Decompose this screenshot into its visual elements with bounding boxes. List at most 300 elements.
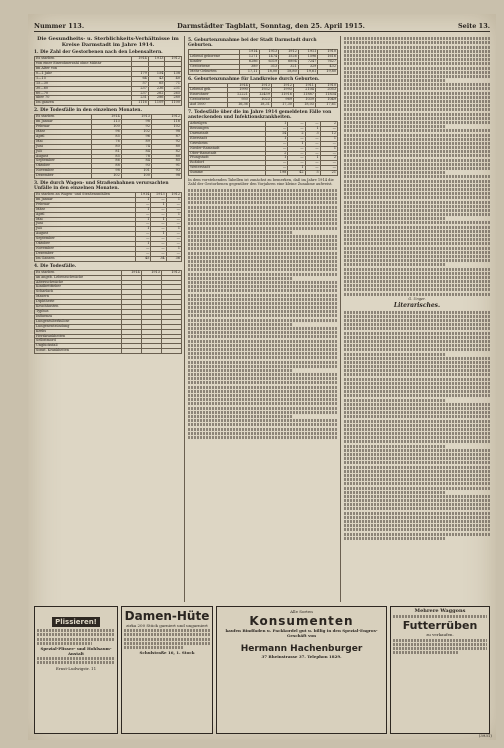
text-line	[188, 252, 338, 255]
table-cell: 1023	[249, 98, 271, 103]
text-line	[344, 478, 490, 481]
table-cell: über 70	[35, 96, 132, 101]
text-line	[188, 298, 338, 301]
text-line	[188, 189, 338, 192]
table-cell: Juni	[35, 144, 92, 149]
table-row	[35, 256, 182, 261]
text-line	[188, 340, 338, 343]
section-heading: 5. Geburtenzunahme bei der Stadt Darmstadt durch Geburten.	[188, 38, 317, 48]
text-line	[344, 83, 490, 86]
table-cell: 389	[239, 64, 259, 69]
table-cell: Mehr Geburten	[189, 69, 240, 74]
table-header-cell: 1912	[161, 270, 181, 275]
text-line	[344, 436, 490, 439]
table-cell: —	[151, 212, 166, 217]
text-line	[188, 323, 293, 326]
table-cell: 1	[166, 227, 181, 232]
text-line	[188, 319, 338, 322]
body-text	[188, 189, 338, 439]
table-cell: Griesheim	[189, 141, 266, 146]
text-line	[344, 487, 490, 490]
text-line	[188, 310, 338, 313]
table-cell: 231	[165, 86, 182, 91]
table-cell: Herzkrankheiten	[35, 334, 122, 339]
ad-subtitle: Spezial-Plissee- und Hohlsaum-Anstalt	[40, 645, 112, 656]
issue-number: Nummer 113.	[34, 21, 85, 30]
body-text	[344, 37, 490, 295]
table-cell: November	[35, 169, 92, 174]
table-cell: Diphtherie	[35, 300, 122, 305]
table-cell: November	[35, 247, 136, 252]
table-cell	[121, 349, 141, 354]
text-line	[344, 167, 490, 170]
table-cell: —	[288, 136, 305, 141]
ad-title: Plissieren!	[52, 617, 100, 627]
text-line	[188, 407, 338, 410]
text-line	[188, 314, 338, 317]
text-line	[188, 222, 338, 225]
table-cell: März	[35, 129, 92, 134]
text-line	[344, 54, 490, 57]
table-cell: 1	[288, 166, 305, 171]
table-cell: Im ganzen	[35, 101, 132, 106]
table-cell: 98	[151, 174, 181, 179]
text-line	[344, 100, 490, 103]
text-line	[188, 306, 338, 309]
table-cell: 65	[148, 81, 165, 86]
table-cell: Masern	[35, 295, 122, 300]
text-line	[188, 302, 338, 305]
table-cell: Juni	[35, 222, 136, 227]
text-line	[188, 398, 338, 401]
table-cell: 17,11	[239, 69, 259, 74]
text-line	[188, 381, 338, 384]
table-cell: —	[288, 122, 305, 127]
text-line	[344, 512, 490, 515]
text-line	[188, 235, 338, 238]
table-cell: 2	[288, 131, 305, 136]
table-cell: Juli	[35, 149, 92, 154]
table-cell: 96	[121, 134, 151, 139]
table-cell: 84	[121, 159, 151, 164]
table-cell: Lungenentzündung	[35, 324, 122, 329]
text-line	[344, 520, 490, 523]
table-header-cell: Es starben	[35, 270, 122, 275]
table-cell: 138	[165, 71, 182, 76]
text-line	[188, 218, 338, 221]
text-line	[188, 243, 338, 246]
text-line	[344, 154, 490, 157]
text-line	[188, 327, 338, 330]
table-cell: September	[35, 159, 92, 164]
text-line	[344, 323, 490, 326]
text-line	[344, 201, 490, 204]
table-cell	[141, 349, 161, 354]
text-line	[188, 386, 338, 389]
table-deaths-by-month	[34, 114, 182, 179]
table-cell: 231	[132, 96, 149, 101]
table-cell: —	[320, 166, 337, 171]
body-paragraph: In dem vorstehenden Tabellen ist zunächst zu bemerken, daß im Jahre 1914 die Zahl der Gestorbenen gegenüber den Vorjahren eine kleine Zunahme aufweist.	[188, 178, 334, 187]
section-heading: 3. Die durch Wagen- und Straßenbahnen verursachten Unfälle in den einzelnen Monaten.	[34, 181, 169, 192]
table-cell: 1	[136, 242, 151, 247]
table-cell: 80	[91, 144, 121, 149]
table-cell: Unglücksfall	[35, 344, 122, 349]
text-line	[344, 466, 490, 469]
text-line	[344, 37, 490, 40]
text-line	[188, 423, 338, 426]
table-cell: 81	[91, 149, 121, 154]
table-cell: Sonst. Krankheiten	[35, 349, 122, 354]
text-line	[344, 411, 490, 414]
text-line	[344, 79, 446, 82]
text-line	[188, 273, 338, 276]
text-line	[344, 263, 446, 266]
body-text	[344, 311, 490, 540]
text-line	[188, 348, 338, 351]
text-line	[344, 533, 490, 536]
ad-address: Ernst-Ludwigstr. 11	[55, 665, 97, 671]
text-line	[344, 213, 490, 216]
table-cell: —	[151, 197, 166, 202]
text-line	[344, 499, 490, 502]
text-line	[344, 46, 490, 49]
table-header-cell: 1911	[298, 50, 318, 55]
text-line	[344, 373, 490, 376]
table-cell: 102	[121, 129, 151, 134]
table-cell: —	[136, 202, 151, 207]
text-line	[344, 293, 490, 296]
table-cell: 154	[148, 71, 165, 76]
table-row	[35, 101, 182, 106]
table-cell: 1271	[239, 54, 259, 59]
table-cell: Nieder-Ramstadt	[189, 146, 266, 151]
table-header-cell: 1914	[91, 115, 121, 120]
text-line	[188, 281, 338, 284]
table-cell: 262	[148, 91, 165, 96]
text-line	[344, 403, 490, 406]
table-cell: an angeb. Lebensschwäche	[35, 275, 122, 280]
table-cell: 1	[136, 207, 151, 212]
text-line	[344, 394, 490, 397]
text-line	[344, 399, 446, 402]
table-cell: Ober-Ramstadt	[189, 151, 266, 156]
table-cell: —	[151, 222, 166, 227]
text-line	[344, 348, 490, 351]
table-cell: 2	[265, 151, 287, 156]
table-cell: —	[136, 251, 151, 256]
table-cell: 17,61	[315, 103, 337, 108]
table-cell: 11916	[271, 93, 293, 98]
text-line	[188, 285, 338, 288]
text-line	[188, 419, 338, 422]
table-cell: Eberstadt	[189, 136, 266, 141]
table-cell: 1596	[298, 54, 318, 59]
table-cell: Oktober	[35, 242, 136, 247]
table-cell: —	[288, 126, 305, 131]
table-cell: —	[265, 166, 287, 171]
table-cell: 16,36	[227, 103, 249, 108]
table-cell: 329	[298, 64, 318, 69]
text-line	[344, 315, 490, 318]
text-line	[188, 390, 338, 393]
table-cell: Scharlach	[35, 290, 122, 295]
table-cell: 1	[265, 122, 287, 127]
table-cell: 98	[151, 129, 181, 134]
table-cell: —	[151, 227, 166, 232]
table-cell: 87	[151, 134, 181, 139]
table-cell: Keuchhusten	[35, 305, 122, 310]
text-line	[344, 276, 490, 279]
table-cell: Oktober	[35, 164, 92, 169]
table-cell: 18,03	[293, 103, 315, 108]
table-header-cell: 1911	[293, 83, 315, 88]
table-cell: 76	[91, 139, 121, 144]
text-line	[344, 104, 490, 107]
article-title: Die Gesundheits- u. Sterblichkeits-Verhältnisse im Kreise Darmstadt im Jahre 1914.	[37, 36, 179, 48]
table-header-cell: 1914	[121, 270, 141, 275]
table-cell: 237	[132, 91, 149, 96]
table-cell: 2	[320, 156, 337, 161]
table-cell: 1	[305, 126, 320, 131]
section-heading: 4. Die Todesfälle.	[34, 263, 77, 269]
table-header-cell: 1914	[132, 57, 149, 62]
text-line	[344, 311, 490, 314]
table-cell: Einwohner	[189, 93, 228, 98]
table-cell: 236	[148, 86, 165, 91]
table-cell: 2	[320, 122, 337, 127]
table-cell: 42	[288, 171, 305, 176]
table-cell: Krebs	[35, 329, 122, 334]
table-cell: 102	[91, 174, 121, 179]
table-row	[35, 349, 182, 354]
table-cell: —	[288, 146, 305, 151]
table-cell: 14	[265, 131, 287, 136]
text-line	[188, 264, 338, 267]
table-cell: 0—1 Jahr	[35, 71, 132, 76]
text-line	[344, 457, 490, 460]
text-line	[344, 205, 490, 208]
text-line	[188, 268, 338, 271]
table-cell: —	[320, 161, 337, 166]
table-cell: —	[305, 141, 320, 146]
text-line	[344, 461, 490, 464]
text-line	[188, 260, 338, 263]
table-cell: April	[35, 212, 136, 217]
table-header-cell: 1912	[165, 57, 182, 62]
ad-subtitle: zu verkaufen.	[426, 632, 454, 638]
table-cell: März	[35, 207, 136, 212]
text-line	[344, 369, 490, 372]
table-cell: 1	[151, 232, 166, 237]
table-row	[189, 103, 338, 108]
ad-title: Konsumenten	[249, 614, 354, 628]
table-cell: 84	[121, 149, 151, 154]
text-line	[344, 503, 490, 506]
table-cell: 1990	[227, 88, 249, 93]
text-line	[188, 247, 338, 250]
table-cell: 1474	[259, 54, 279, 59]
text-line	[344, 87, 490, 90]
text-line	[188, 239, 338, 242]
text-line	[344, 440, 490, 443]
table-cell: 1	[265, 156, 287, 161]
text-line	[344, 138, 490, 141]
table-cell: 1	[305, 156, 320, 161]
text-line	[188, 289, 338, 292]
text-line	[344, 188, 490, 191]
table-cell: —	[288, 151, 305, 156]
table-cell: Lebend geborene	[189, 54, 240, 59]
table-cell: 36	[166, 256, 181, 261]
table-cell: —	[166, 217, 181, 222]
text-line	[344, 67, 490, 70]
table-header-cell: Es starben	[35, 115, 92, 120]
text-line	[344, 121, 490, 124]
table-cell: 7627	[318, 59, 338, 64]
table-cell: —	[166, 207, 181, 212]
text-line	[344, 453, 490, 456]
table-cell: 6894	[279, 59, 299, 64]
table-cell: 1	[320, 136, 337, 141]
table-cell: 1100	[165, 101, 182, 106]
table-cell: Selbstmord	[35, 339, 122, 344]
author-signature: G. Unger.	[408, 296, 426, 301]
text-line	[188, 436, 338, 439]
text-line	[344, 108, 490, 111]
column-rule	[184, 36, 185, 602]
table-cell: —	[265, 161, 287, 166]
table-cell: Influenza	[35, 314, 122, 319]
page-header	[34, 20, 490, 32]
table-cell: 85	[91, 154, 121, 159]
text-line	[188, 193, 338, 196]
column-left	[34, 36, 182, 602]
text-line	[344, 242, 490, 245]
text-line	[344, 319, 490, 322]
text-line	[344, 92, 490, 95]
table-cell: —	[166, 232, 181, 237]
table-cell: Typhus	[35, 309, 122, 314]
text-line	[188, 197, 338, 200]
table-header-cell: 1912	[279, 50, 299, 55]
text-line	[188, 277, 293, 280]
text-line	[344, 382, 490, 385]
text-line	[344, 113, 490, 116]
table-header-cell: 1914	[239, 50, 259, 55]
table-cell: 80	[151, 144, 181, 149]
table-cell: 950	[227, 98, 249, 103]
table-cell: 98	[91, 169, 121, 174]
table-cell: im Alter von	[35, 67, 132, 72]
column-right	[344, 36, 490, 602]
text-line	[344, 445, 446, 448]
text-line	[344, 134, 490, 137]
table-cell: 34	[151, 256, 166, 261]
table-cell: 57	[132, 81, 149, 86]
text-line	[344, 386, 490, 389]
ad-address: Schulstraße 16, 1. Stock	[139, 650, 195, 656]
table-cell: April	[35, 134, 92, 139]
section-heading: 1. Die Zahl der Gestorbenen nach den Lebensaltern.	[34, 50, 163, 56]
table-cell: 60—70	[35, 91, 132, 96]
text-line	[344, 495, 490, 498]
text-line	[188, 369, 293, 372]
text-line	[344, 482, 490, 485]
table-cell: Arheilgen	[189, 122, 266, 127]
table-cell: —	[288, 156, 305, 161]
text-line	[344, 449, 490, 452]
text-line	[344, 196, 490, 199]
table-cell: —	[136, 247, 151, 252]
text-line	[344, 184, 490, 187]
table-cell: 432	[318, 64, 338, 69]
text-line	[344, 336, 490, 339]
table-cell: —	[305, 151, 320, 156]
table-cell: 92	[121, 125, 151, 130]
table-cell: —	[305, 161, 320, 166]
table-cell: 1049	[315, 98, 337, 103]
table-cell: 82	[151, 149, 181, 154]
table-cell: 5	[305, 171, 320, 176]
text-line	[344, 284, 490, 287]
text-line	[344, 516, 490, 519]
table-cell: August	[35, 232, 136, 237]
table-cell: 64	[132, 76, 149, 81]
table-header-cell: Es starben an Wagen- und Straßenunfällen	[35, 193, 136, 198]
text-line	[188, 356, 338, 359]
table-causes-of-death	[34, 270, 182, 354]
table-cell: 86	[91, 159, 121, 164]
text-line	[344, 474, 490, 477]
table-header-cell: 1912	[151, 115, 181, 120]
ad-company: Hermann Hachenburger	[240, 644, 363, 654]
text-line	[344, 353, 446, 356]
table-cell: 1	[136, 217, 151, 222]
text-line	[344, 365, 490, 368]
text-line	[188, 335, 338, 338]
text-line	[344, 58, 490, 61]
table-cell: 1	[151, 202, 166, 207]
table-cell: 43	[148, 76, 165, 81]
text-line	[344, 180, 490, 183]
table-cell: im Januar	[35, 120, 92, 125]
table-cell: 6286	[239, 59, 259, 64]
table-cell: 1	[151, 217, 166, 222]
text-line	[188, 428, 338, 431]
text-line	[344, 524, 490, 527]
table-cell: Lebend geb.	[189, 88, 228, 93]
table-cell: 286	[148, 96, 165, 101]
table-cell: 93	[121, 164, 151, 169]
table-cell: Juli	[35, 227, 136, 232]
text-line	[344, 361, 490, 364]
table-cell: 18,00	[259, 69, 279, 74]
text-line	[344, 255, 490, 258]
table-cell: Mai	[35, 217, 136, 222]
table-cell: Kindbettfieber	[35, 285, 122, 290]
table-cell: 280	[165, 96, 182, 101]
text-line	[344, 192, 490, 195]
table-cell: 321	[279, 64, 299, 69]
table-cell: —	[166, 251, 181, 256]
table-cell: 1932	[249, 88, 271, 93]
table-row	[189, 171, 338, 176]
text-line	[188, 256, 338, 259]
table-cell: 12459	[249, 93, 271, 98]
table-header-cell: 1912	[166, 193, 181, 198]
text-line	[188, 365, 338, 368]
